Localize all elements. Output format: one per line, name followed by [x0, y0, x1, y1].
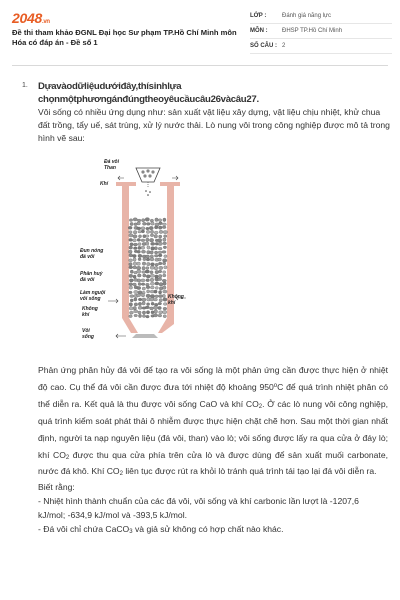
given-fact-enthalpy: - Nhiệt hình thành chuẩn của các đá vôi, vôi sống và khí carbonic lần lượt là -1207,6 kJ/mol; -634,9 kJ/mol và -393,5 kJ/mol.	[38, 496, 359, 521]
meta-row-count	[250, 39, 392, 54]
label-cooling: Làm nguội vôi sống	[80, 290, 106, 302]
meta-row-class	[250, 9, 392, 24]
given-fact-purity: - Đá vôi chỉ chứa CaCO$_3$ và giả sử không có hợp chất nào khác.	[38, 524, 284, 536]
label-heating: Đun nóng đá vôi	[80, 248, 104, 260]
page-header	[0, 0, 400, 62]
label-limestone-coal: Đá vôi Than	[104, 159, 120, 171]
question-intro: Vôi sống có nhiều ứng dụng như: sản xuất vật liệu xây dựng, vật liệu chịu nhiệt, khử chua đất trồng, tẩy uế, sát trùng, xử lý nước thải. Lò nung vôi trong công nghiệp được mô tả trong hình vẽ sau:	[38, 107, 390, 143]
question-number: 1.	[22, 82, 28, 89]
lime-kiln-figure	[78, 158, 208, 344]
question-content	[38, 80, 390, 145]
question-body	[38, 362, 388, 536]
meta-value: 2	[282, 43, 286, 49]
label-decomposition: Phân huỷ đá vôi	[80, 271, 103, 283]
label-air-left: Không khí	[82, 306, 98, 318]
exam-title: Đề thi tham khảo ĐGNL Đại học Sư phạm TP.Hồ Chí Minh môn Hóa có đáp án - Đề số 1	[12, 28, 237, 47]
meta-value: Đánh giá năng lực	[282, 13, 332, 19]
question-lead-line-2: chọnmộtphươngánđúngtheoyêucầucâu26vàcâu27.	[38, 94, 259, 105]
meta-key: MÔN :	[250, 28, 268, 34]
site-logo[interactable]: 2048.vn	[12, 10, 50, 26]
meta-key: SỐ CÂU :	[250, 43, 277, 49]
meta-value: ĐHSP TP.Hồ Chí Minh	[282, 28, 343, 34]
limestone-bed	[128, 218, 167, 318]
label-quicklime: Vôi sống	[82, 328, 94, 340]
given-label: Biết rằng:	[38, 482, 75, 493]
question-lead-line-1: Dựavàodữliệudướiđây,thísinhlựa	[38, 81, 182, 92]
description-paragraph: Phản ứng phân hủy đá vôi để tạo ra vôi sống là một phản ứng cần được thực hiện ở nhiệt độ cao. Cụ thể đá vôi cần được đưa tới nhiệt độ khoảng 950$^o$C để quá trình nhiệt phân có thể diễn ra. Kết quả là thu được vôi sống CaO và khí $CO_2$. Ở các lò nung vôi công nghiệp, quá trình kiểm soát phát thải ô nhiễm được thực hiện chặt chẽ hơn. Sau một thời gian nhất định, người ta nạp nguyên liệu (đá vôi, than) vào lò; vôi sống được lấy ra qua cửa ở đáy lò; khí $CO_2$ được thu qua cửa phía trên cửa lò và được dùng để sản xuất muối carbonate, nước đá khô. Khí $CO_2$ liên tục được rút ra khỏi lò tránh quá trình tái tạo lại đá vôi diễn ra.	[38, 365, 388, 478]
exam-meta	[250, 9, 392, 54]
meta-row-subject	[250, 24, 392, 39]
label-air-right: Không khí	[168, 294, 184, 306]
label-gas-top: Khí	[100, 181, 109, 187]
meta-key: LỚP :	[250, 13, 267, 19]
header-divider	[12, 65, 388, 66]
